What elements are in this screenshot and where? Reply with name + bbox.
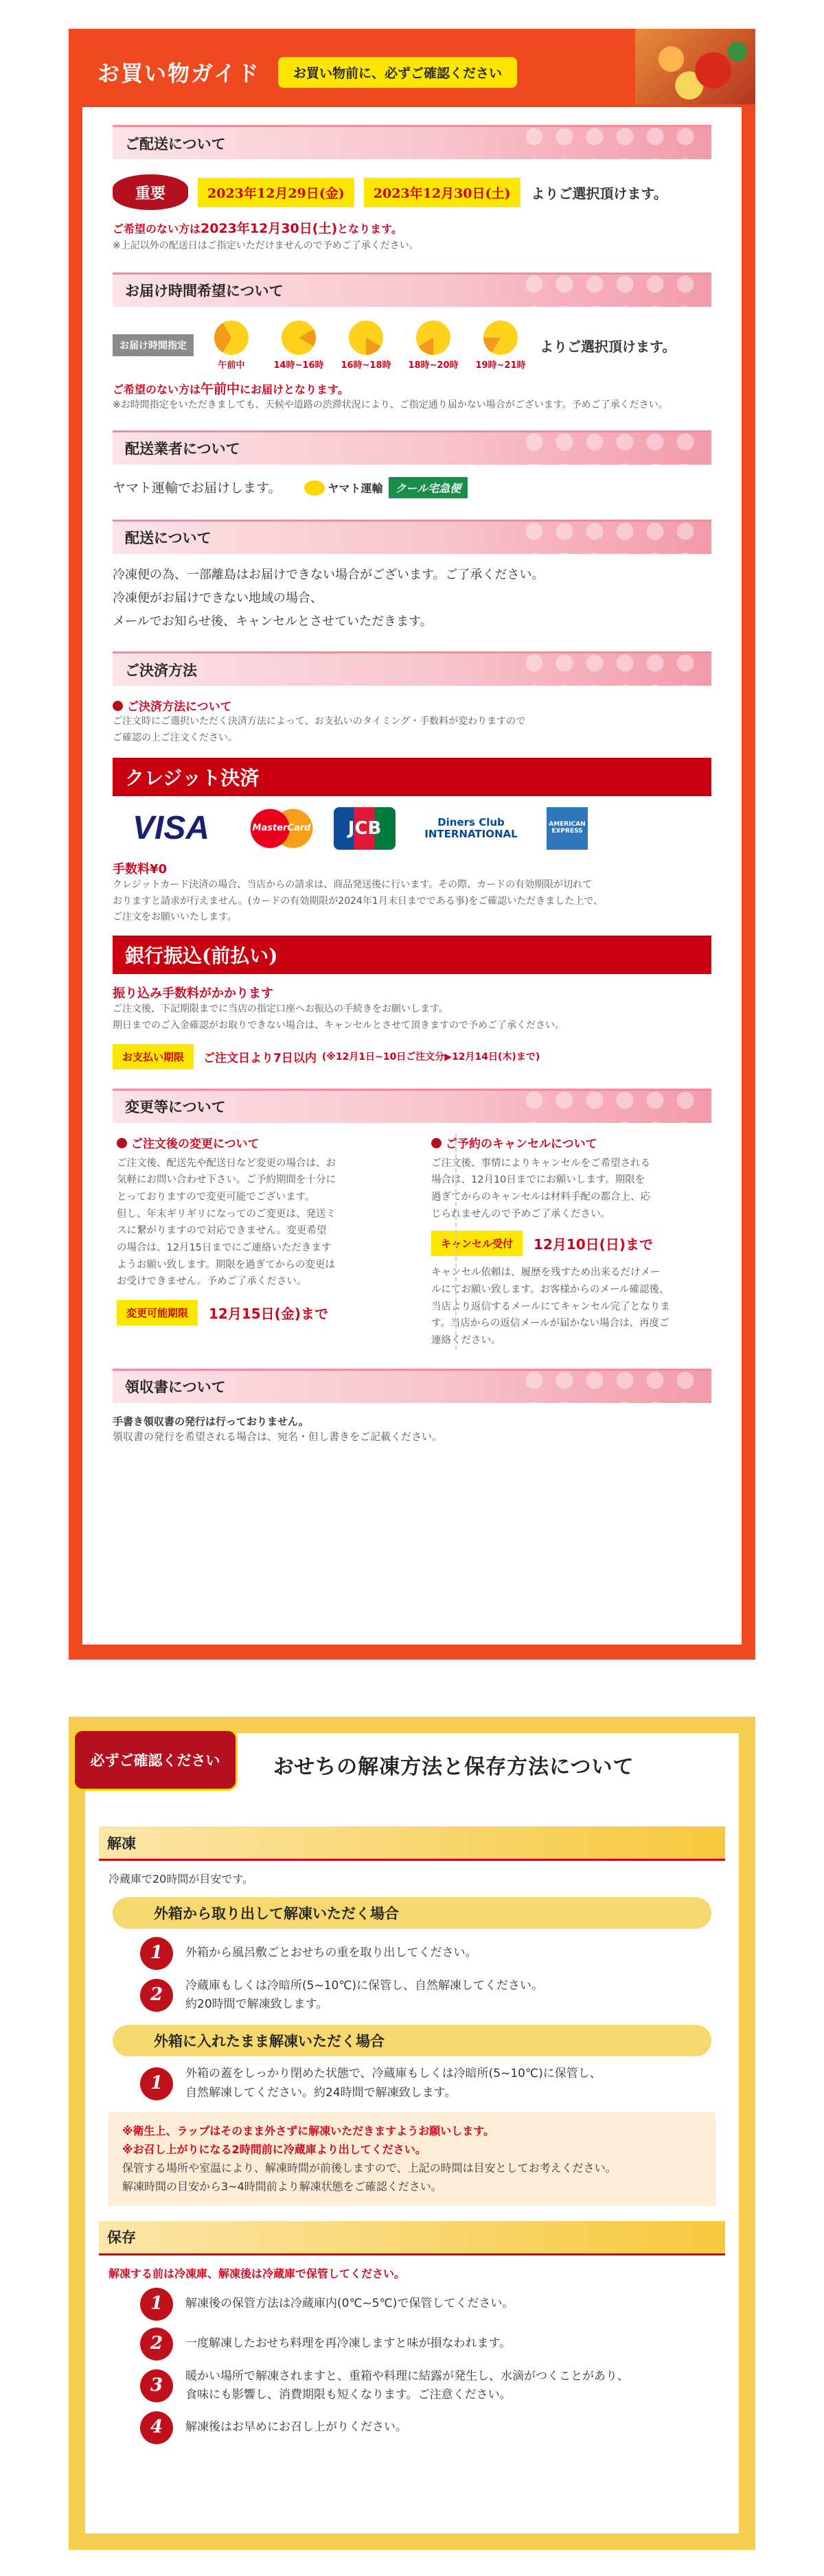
- time-slot: [198, 321, 265, 371]
- cool-logo: クール宅急便: [389, 477, 468, 498]
- text-line: とっておりますので変更可能でございます。: [117, 1192, 315, 1203]
- time-slot: [332, 321, 400, 371]
- bank-title: 銀行振込(前払い): [113, 936, 711, 974]
- delivery-default-prefix: ご希望のない方は: [113, 222, 201, 235]
- text-line: 冷凍便がお届けできない地域の場合、: [113, 590, 323, 605]
- time-default-prefix: ご希望のない方は: [113, 382, 201, 396]
- shipping-lines: [113, 564, 711, 634]
- time-default: [113, 379, 711, 397]
- text-line: スに繋がりますので対応できません。変更希望: [117, 1225, 327, 1237]
- note-red-line: ※お召し上がりになる2時間前に冷蔵庫より出してください。: [122, 2142, 426, 2156]
- step-text: 外箱から風呂敷ごとおせちの重を取り出してください。: [185, 1946, 477, 1960]
- section-carrier-heading: 配送業者について: [113, 430, 711, 465]
- mastercard-icon: MasterCard: [243, 807, 320, 850]
- change-right-date: 12月10日(日)まで: [534, 1236, 653, 1253]
- case2-heading: 外箱に入れたまま解凍いただく場合: [113, 2025, 711, 2056]
- text-line: 冷凍便の為、一部離島はお届けできない場合がございます。ご了承ください。: [113, 567, 545, 582]
- change-left-tag: 変更可能期限: [117, 1300, 198, 1325]
- time-default-time: 午前中: [201, 381, 240, 397]
- time-slot-label: 14時~16時: [273, 360, 324, 371]
- change-left-deadline: [117, 1300, 393, 1325]
- deadline-row: [113, 1044, 711, 1069]
- text-line: 当店より返信するメールにてキャンセル完了となりま: [431, 1301, 670, 1312]
- storage-heading: 保存: [99, 2221, 725, 2255]
- step-item: [140, 1977, 725, 2014]
- payment-sub-text: [113, 714, 711, 747]
- yamato-logo: [304, 480, 382, 496]
- text-line: 場合は、12月10日までにお願いします。期限を: [431, 1174, 645, 1186]
- step-text: 解凍後はお早めにお召し上がりください。: [185, 2420, 407, 2435]
- time-note: ※お時間指定をいただきましても、天候や道路の渋滞状況により、ご指定通り届かない場合がございます。予めご了承ください。: [113, 399, 668, 410]
- section-shipping-heading: 配送について: [113, 520, 711, 554]
- delivery-default-date: 2023年12月30日(土): [201, 221, 338, 236]
- text-line: 過ぎてからのキャンセルは材料手配の都合上、応: [431, 1192, 650, 1203]
- change-right-deadline: [431, 1231, 707, 1256]
- amex-icon: AMERICAN EXPRESS: [547, 807, 588, 850]
- case1-steps: [99, 1937, 725, 2014]
- cat-icon: [304, 480, 325, 496]
- text-line: の場合は、12月15日までにご連絡いただきます: [117, 1242, 332, 1254]
- guide-title: お買い物ガイド: [98, 60, 261, 86]
- bank-text: [113, 1001, 711, 1034]
- section-delivery-heading: ご配送について: [113, 125, 711, 159]
- thaw-heading: 解凍: [99, 1826, 725, 1861]
- text-line: ルにてお願い致します。お客様からのメール確認後、: [431, 1284, 670, 1296]
- text-line: クレジットカード決済の場合、当店からの請求は、商品発送後に行います。その際、カードの有効期限が切れて: [113, 879, 593, 890]
- time-slot-label: 午前中: [218, 360, 245, 371]
- step-text: 暖かい場所で解凍されますと、重箱や料理に結露が発生し、水滴がつくことがあり、 食味にも影響し、消費期限も短くなります。ご注意ください。: [185, 2369, 629, 2402]
- text-line: ようお願い致します。期限を過ぎてからの変更は: [117, 1259, 335, 1270]
- change-left: [113, 1134, 397, 1325]
- text-line: ご確認の上ご注文ください。: [113, 732, 238, 744]
- time-slots: [113, 321, 711, 371]
- text-line: おりますと請求が行えません。(カードの有効期限が2024年1月末日までである事)をご確認いただきました上で、: [113, 895, 604, 907]
- visa-icon: VISA: [132, 810, 210, 847]
- text-line: 気軽にお問い合わせ下さい。ご予約期間を十分に: [117, 1174, 336, 1186]
- text-line: ご注文後、下記期限までに当店の指定口座へお振込の手続きをお願いします。: [113, 1003, 448, 1015]
- guide-header: [82, 41, 742, 103]
- important-badge: 重要: [113, 174, 188, 210]
- text-line: キャンセル依頼は、履歴を残すため出来るだけメー: [431, 1267, 661, 1279]
- must-check-banner: 必ずご確認ください: [73, 1729, 238, 1791]
- time-slot-label: 19時~21時: [475, 360, 526, 371]
- text-line: 期日までのご入金確認がお取りできない場合は、キャンセルとさせて頂きますので予めご了承ください。: [113, 1020, 564, 1032]
- delivery-dates: [113, 174, 711, 210]
- change-right-tag: キャンセル受付: [431, 1231, 523, 1256]
- step-number: 1: [140, 1937, 173, 1970]
- time-choose: よりご選択頂けます。: [540, 338, 676, 355]
- change-right-text-2: [431, 1264, 707, 1349]
- text-line: 但し、年末ギリギリになってのご変更は、発送ミ: [117, 1208, 336, 1220]
- case1-heading: 外箱から取り出して解凍いただく場合: [113, 1897, 711, 1929]
- guide-body: [82, 107, 742, 1645]
- step-item: [140, 2328, 725, 2360]
- step-number: 2: [140, 1979, 173, 2012]
- step-number: 2: [140, 2328, 173, 2360]
- change-columns: [113, 1134, 711, 1349]
- change-left-date: 12月15日(金)まで: [209, 1305, 328, 1322]
- section-payment-heading: ご決済方法: [113, 651, 711, 686]
- change-right-title: [431, 1134, 707, 1151]
- section-change-heading: 変更等について: [113, 1089, 711, 1123]
- deadline-tag: お支払い期限: [113, 1044, 194, 1069]
- clock-icon: [416, 321, 450, 355]
- step-number: 4: [140, 2411, 173, 2444]
- thaw-intro: 冷蔵庫で20時間が目安です。: [108, 1872, 254, 1885]
- time-default-suffix: にお届けとなります。: [240, 382, 349, 396]
- osechi-inner: [85, 1733, 739, 2533]
- osechi-title: おせちの解凍方法と保存方法について: [273, 1755, 634, 1779]
- bank-fee: 振り込み手数料がかかります: [113, 986, 273, 1001]
- text-line: じられませんので予めご了承ください。: [431, 1208, 610, 1220]
- text-line: ご注文後、配送先や配送日など変更の場合は、お: [117, 1157, 336, 1169]
- storage-intro: 解凍する前は冷凍庫、解凍後は冷蔵庫で保管してください。: [108, 2266, 406, 2280]
- text-line: お受けできません。予めご了承ください。: [117, 1276, 307, 1288]
- step-item: [140, 2288, 725, 2321]
- change-left-text: [117, 1155, 393, 1290]
- delivery-note: ※上記以外の配送日はご指定いただけませんので予めご了承ください。: [113, 240, 419, 251]
- change-left-title: [117, 1134, 393, 1151]
- carrier-row: [113, 476, 711, 500]
- text-line: ご注文時にご選択いただく決済方法によって、お支払いのタイミング・手数料が変わりますので: [113, 716, 526, 728]
- credit-fee: 手数料¥0: [113, 861, 168, 877]
- column-divider: [455, 1134, 457, 1349]
- bullet-icon: [431, 1138, 442, 1148]
- osechi-section: [69, 1717, 755, 2550]
- time-slot-label: 18時~20時: [408, 360, 459, 371]
- time-tag: お届け時間指定: [113, 334, 194, 356]
- note-line: 解凍時間の目安から3~4時間前より解凍状態をご確認ください。: [122, 2180, 442, 2194]
- bullet-icon: [117, 1138, 127, 1148]
- step-item: [140, 2367, 725, 2404]
- shopping-guide: [69, 29, 755, 1660]
- change-right-text: [431, 1155, 707, 1223]
- step-number: 1: [140, 2288, 173, 2321]
- storage-steps: [99, 2288, 725, 2444]
- text-line: メールでお知らせ後、キャンセルとさせていただきます。: [113, 614, 433, 629]
- time-slot: [467, 321, 534, 371]
- case2-steps: [99, 2065, 725, 2102]
- guide-subtitle: お買い物前に、必ずご確認ください: [278, 57, 517, 88]
- deadline-note: (※12月1日~10日ご注文分▶12月14日(木)まで): [321, 1052, 540, 1063]
- payment-sub-label: ご決済方法について: [127, 700, 232, 715]
- deadline-main: ご注文日より7日以内: [203, 1051, 317, 1065]
- credit-text: [113, 877, 711, 926]
- time-slot: [400, 321, 467, 371]
- step-item: [140, 2411, 725, 2444]
- time-slot: [265, 321, 332, 371]
- diners-icon: Diners Club INTERNATIONAL: [424, 816, 518, 840]
- receipt-line-1: 手書き領収書の発行は行っておりません。: [113, 1415, 309, 1428]
- jcb-icon: JCB: [334, 807, 396, 850]
- section-time-heading: お届け時間希望について: [113, 272, 711, 307]
- text-line: す。当店からの返信メールが届かない場合は、再度ご: [431, 1318, 670, 1330]
- credit-title: クレジット決済: [113, 758, 711, 796]
- receipt-line-2: 領収書の発行を希望される場合は、宛名・但し書きをご記載ください。: [113, 1430, 443, 1443]
- card-logos: [113, 807, 711, 850]
- delivery-date-1: 2023年12月29日(金): [198, 178, 354, 207]
- change-right-title-label: ご予約のキャンセルについて: [446, 1137, 597, 1151]
- change-right: [427, 1134, 711, 1349]
- step-text: 解凍後の保管方法は冷蔵庫内(0℃~5℃)で保管してください。: [185, 2296, 514, 2310]
- delivery-date-2: 2023年12月30日(土): [364, 178, 520, 207]
- food-image: [635, 29, 755, 104]
- note-line: 保管する場所や室温により、解凍時間が前後しますので、上記の時間は目安としてお考えください。: [122, 2161, 617, 2175]
- clock-icon: [349, 321, 383, 355]
- delivery-choose: よりご選択頂けます。: [531, 185, 667, 202]
- bullet-icon: [113, 701, 123, 711]
- text-line: 連絡ください。: [431, 1334, 501, 1346]
- step-number: 3: [140, 2369, 173, 2402]
- step-number: 1: [140, 2067, 173, 2100]
- text-line: ご注文をお願いいたします。: [113, 912, 237, 923]
- carrier-text: ヤマト運輸でお届けします。: [113, 480, 282, 496]
- yamato-logo-text: ヤマト運輸: [328, 482, 383, 496]
- step-text: 外箱の蓋をしっかり閉めた状態で、冷蔵庫もしくは冷暗所(5~10℃)に保管し、 自然解凍してください。約24時間で解凍致します。: [185, 2067, 602, 2100]
- clock-icon: [483, 321, 518, 355]
- thaw-note: [108, 2112, 716, 2206]
- note-red-line: ※衛生上、ラップはそのまま外さずに解凍いただきますようお願いします。: [122, 2124, 494, 2137]
- delivery-default: [113, 218, 711, 237]
- clock-icon: [214, 321, 249, 355]
- change-left-title-label: ご注文後の変更について: [131, 1137, 260, 1151]
- clock-icon: [282, 321, 316, 355]
- step-item: [140, 2065, 725, 2102]
- delivery-default-suffix: となります。: [337, 222, 402, 235]
- payment-sub-title: [113, 697, 711, 714]
- step-text: 一度解凍したおせち料理を再冷凍しますと味が損なわれます。: [185, 2336, 512, 2350]
- step-text: 冷蔵庫もしくは冷暗所(5~10℃)に保管し、自然解凍してください。 約20時間で解凍致します。: [185, 1979, 544, 2012]
- step-item: [140, 1937, 725, 1970]
- time-slot-label: 16時~18時: [341, 360, 391, 371]
- section-receipt-heading: 領収書について: [113, 1369, 711, 1403]
- text-line: ご注文後、事情によりキャンセルをご希望される: [431, 1157, 650, 1169]
